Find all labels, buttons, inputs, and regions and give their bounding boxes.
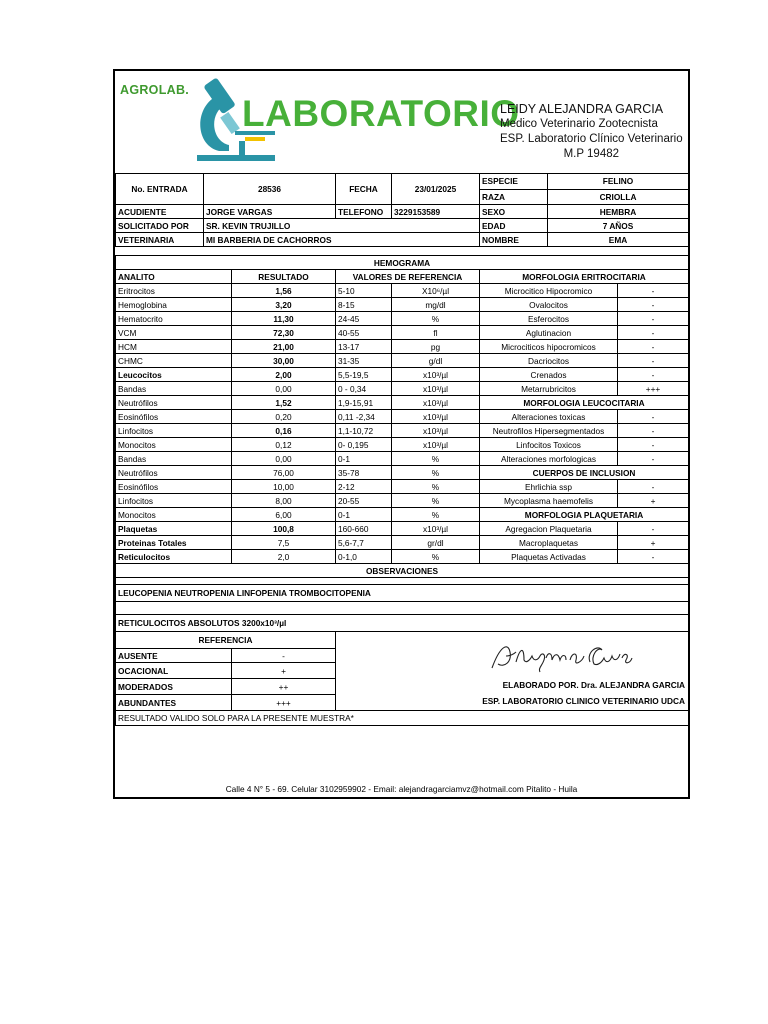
analito-result: 72,30: [232, 326, 336, 340]
reference-unit: mg/dl: [392, 298, 480, 312]
reference-range: 40-55: [336, 326, 392, 340]
reference-range: 2-12: [336, 480, 392, 494]
morphology-value: +: [618, 536, 689, 550]
analito-result: 30,00: [232, 354, 336, 368]
analito-name: Leucocitos: [116, 368, 232, 382]
morphology-value: -: [618, 368, 689, 382]
nombre-value: EMA: [548, 233, 689, 247]
morphology-item: Mycoplasma haemofelis: [480, 494, 618, 508]
reference-range: 20-55: [336, 494, 392, 508]
reference-unit: X10⁶/µl: [392, 284, 480, 298]
hemograma-row: [116, 326, 689, 340]
analito-result: 0,12: [232, 438, 336, 452]
hemograma-row: [116, 382, 689, 396]
reference-range: 8-15: [336, 298, 392, 312]
reference-unit: g/dl: [392, 354, 480, 368]
analito-name: Linfocitos: [116, 424, 232, 438]
morphology-item: Linfocitos Toxicos: [480, 438, 618, 452]
especialidad-udca: ESP. LABORATORIO CLINICO VETERINARIO UDCA: [482, 696, 686, 706]
ref-abundantes-value: +++: [232, 695, 336, 711]
hemograma-row: [116, 410, 689, 424]
reference-range: 5-10: [336, 284, 392, 298]
reference-unit: x10³/µl: [392, 396, 480, 410]
morphology-section-title: CUERPOS DE INCLUSION: [480, 466, 689, 480]
reference-range: 0,11 -2,34: [336, 410, 392, 424]
reference-unit: %: [392, 508, 480, 522]
analito-result: 11,30: [232, 312, 336, 326]
analito-name: Plaquetas: [116, 522, 232, 536]
ref-ausente-value: -: [232, 649, 336, 663]
reference-range: 160-660: [336, 522, 392, 536]
morphology-value: +++: [618, 382, 689, 396]
hemograma-table: [115, 255, 689, 726]
morphology-item: Ovalocitos: [480, 298, 618, 312]
reference-unit: x10³/µl: [392, 382, 480, 396]
reference-unit: %: [392, 466, 480, 480]
morphology-section-title: MORFOLOGIA PLAQUETARIA: [480, 508, 689, 522]
reference-unit: %: [392, 452, 480, 466]
morphology-item: Alteraciones toxicas: [480, 410, 618, 424]
hemograma-row: [116, 452, 689, 466]
referencia-title: REFERENCIA: [116, 632, 336, 649]
analito-result: 0,20: [232, 410, 336, 424]
hemograma-row: [116, 368, 689, 382]
reference-unit: %: [392, 550, 480, 564]
ref-abundantes-label: ABUNDANTES: [116, 695, 232, 711]
reference-range: 5,6-7,7: [336, 536, 392, 550]
morphology-value: -: [618, 424, 689, 438]
especie-value: FELINO: [548, 174, 689, 190]
report-header: [115, 71, 688, 174]
analito-result: 3,20: [232, 298, 336, 312]
analito-result: 10,00: [232, 480, 336, 494]
hemograma-row: [116, 396, 689, 410]
hemograma-row: [116, 340, 689, 354]
analito-result: 2,0: [232, 550, 336, 564]
observaciones-title: OBSERVACIONES: [116, 564, 689, 578]
morphology-item: Agregacion Plaquetaria: [480, 522, 618, 536]
solicitado-value: SR. KEVIN TRUJILLO: [204, 219, 480, 233]
morphology-value: -: [618, 410, 689, 424]
analito-result: 1,52: [232, 396, 336, 410]
analito-name: Linfocitos: [116, 494, 232, 508]
lab-report-sheet: [113, 69, 690, 799]
sexo-label: SEXO: [480, 205, 548, 219]
reference-unit: x10³/µl: [392, 438, 480, 452]
analito-name: Proteinas Totales: [116, 536, 232, 550]
hemograma-row: [116, 298, 689, 312]
raza-value: CRIOLLA: [548, 189, 689, 205]
observaciones-spacer: [116, 578, 689, 585]
hemograma-row: [116, 424, 689, 438]
especie-label: ESPECIE: [480, 174, 548, 190]
reference-range: 0-1,0: [336, 550, 392, 564]
morphology-value: -: [618, 354, 689, 368]
hemograma-row: [116, 494, 689, 508]
analito-result: 1,56: [232, 284, 336, 298]
analito-name: Monocitos: [116, 438, 232, 452]
analito-name: Neutrófilos: [116, 466, 232, 480]
reference-range: 0-1: [336, 452, 392, 466]
analito-name: Eosinófilos: [116, 410, 232, 424]
entrada-value: 28536: [204, 174, 336, 205]
hemograma-row: [116, 480, 689, 494]
edad-label: EDAD: [480, 219, 548, 233]
analito-result: 2,00: [232, 368, 336, 382]
hemograma-row: [116, 312, 689, 326]
hemograma-row: [116, 508, 689, 522]
morphology-value: +: [618, 494, 689, 508]
reference-range: 24-45: [336, 312, 392, 326]
disclaimer: RESULTADO VALIDO SOLO PARA LA PRESENTE MUESTRA*: [116, 711, 689, 726]
analito-name: CHMC: [116, 354, 232, 368]
morphology-item: Microcitico Hipocromico: [480, 284, 618, 298]
edad-value: 7 AÑOS: [548, 219, 689, 233]
morphology-value: -: [618, 550, 689, 564]
analito-result: 0,16: [232, 424, 336, 438]
analito-name: Hemoglobina: [116, 298, 232, 312]
ref-ocacional-label: OCACIONAL: [116, 663, 232, 679]
morphology-item: Plaquetas Activadas: [480, 550, 618, 564]
analito-name: Bandas: [116, 382, 232, 396]
morphology-item: Microciticos hipocromicos: [480, 340, 618, 354]
morphology-value: -: [618, 522, 689, 536]
morphology-section-title: MORFOLOGIA LEUCOCITARIA: [480, 396, 689, 410]
morphology-item: Macroplaquetas: [480, 536, 618, 550]
reference-range: 13-17: [336, 340, 392, 354]
morphology-item: Alteraciones morfologicas: [480, 452, 618, 466]
hemograma-row: [116, 466, 689, 480]
morphology-item: Esferocitos: [480, 312, 618, 326]
veterinaria-label: VETERINARIA: [116, 233, 204, 247]
hemograma-title: HEMOGRAMA: [116, 256, 689, 270]
morphology-value: -: [618, 340, 689, 354]
reference-range: 35-78: [336, 466, 392, 480]
veterinarian-block: [500, 102, 683, 162]
morphology-item: Neutrofilos Hipersegmentados: [480, 424, 618, 438]
observaciones-line2: RETICULOCITOS ABSOLUTOS 3200x10³/µl: [116, 615, 689, 632]
observaciones-line1: LEUCOPENIA NEUTROPENIA LINFOPENIA TROMBOCITOPENIA: [116, 585, 689, 602]
morphology-value: -: [618, 438, 689, 452]
morphology-value: -: [618, 326, 689, 340]
ref-ocacional-value: +: [232, 663, 336, 679]
telefono-label: TELEFONO: [336, 205, 392, 219]
ref-ausente-label: AUSENTE: [116, 649, 232, 663]
analito-result: 76,00: [232, 466, 336, 480]
morphology-item: Aglutinacion: [480, 326, 618, 340]
ref-moderados-value: ++: [232, 679, 336, 695]
solicitado-label: SOLICITADO POR: [116, 219, 204, 233]
reference-unit: %: [392, 494, 480, 508]
fecha-value: 23/01/2025: [392, 174, 480, 205]
analito-result: 7,5: [232, 536, 336, 550]
reference-range: 0- 0,195: [336, 438, 392, 452]
morphology-item: Dacriocitos: [480, 354, 618, 368]
morphology-item: Ehrlichia ssp: [480, 480, 618, 494]
signature-area: [336, 632, 689, 711]
signature-image: [486, 638, 636, 674]
hemograma-row: [116, 550, 689, 564]
vet-specialty: ESP. Laboratorio Clínico Veterinario: [500, 133, 683, 145]
col-resultado: RESULTADO: [232, 270, 336, 284]
vet-title: Medico Veterinario Zootecnista: [500, 118, 658, 130]
sexo-value: HEMBRA: [548, 205, 689, 219]
analito-name: HCM: [116, 340, 232, 354]
raza-label: RAZA: [480, 189, 548, 205]
entrada-label: No. ENTRADA: [116, 174, 204, 205]
morphology-item: Metarrubricitos: [480, 382, 618, 396]
vet-name: LEIDY ALEJANDRA GARCIA: [500, 102, 664, 116]
morphology-value: -: [618, 480, 689, 494]
analito-name: Bandas: [116, 452, 232, 466]
morphology-value: -: [618, 284, 689, 298]
analito-result: 0,00: [232, 382, 336, 396]
analito-result: 21,00: [232, 340, 336, 354]
reference-unit: x10³/µl: [392, 410, 480, 424]
acudiente-value: JORGE VARGAS: [204, 205, 336, 219]
col-analito: ANALITO: [116, 270, 232, 284]
reference-unit: x10³/µl: [392, 424, 480, 438]
reference-range: 1,9-15,91: [336, 396, 392, 410]
laboratorio-wordmark: LABORATORIO: [242, 93, 520, 134]
hemograma-row: [116, 522, 689, 536]
morphology-value: -: [618, 298, 689, 312]
hemograma-row: [116, 536, 689, 550]
reference-unit: x10³/µl: [392, 368, 480, 382]
analito-name: Reticulocitos: [116, 550, 232, 564]
analito-result: 100,8: [232, 522, 336, 536]
analito-name: Eritrocitos: [116, 284, 232, 298]
analito-result: 0,00: [232, 452, 336, 466]
ref-moderados-label: MODERADOS: [116, 679, 232, 695]
reference-range: 31-35: [336, 354, 392, 368]
acudiente-label: ACUDIENTE: [116, 205, 204, 219]
nombre-label: NOMBRE: [480, 233, 548, 247]
reference-unit: x10³/µl: [392, 522, 480, 536]
elaborado-por: ELABORADO POR. Dra. ALEJANDRA GARCIA: [502, 680, 686, 690]
reference-unit: %: [392, 312, 480, 326]
patient-info-table: [115, 173, 689, 247]
hemograma-row: [116, 354, 689, 368]
morphology-item: Crenados: [480, 368, 618, 382]
col-morfologia-eritrocitaria: MORFOLOGIA ERITROCITARIA: [480, 270, 689, 284]
analito-name: Monocitos: [116, 508, 232, 522]
observaciones-blank: [116, 602, 689, 615]
analito-name: Hematocrito: [116, 312, 232, 326]
reference-range: 1,1-10,72: [336, 424, 392, 438]
morphology-value: -: [618, 312, 689, 326]
fecha-label: FECHA: [336, 174, 392, 205]
reference-unit: fl: [392, 326, 480, 340]
analito-result: 6,00: [232, 508, 336, 522]
telefono-value: 3229153589: [392, 205, 480, 219]
reference-range: 0 - 0,34: [336, 382, 392, 396]
reference-unit: %: [392, 480, 480, 494]
hemograma-row: [116, 284, 689, 298]
reference-unit: pg: [392, 340, 480, 354]
agrolab-brand: AGROLAB.: [120, 83, 190, 97]
analito-name: Eosinófilos: [116, 480, 232, 494]
vet-mp: M.P 19482: [563, 148, 620, 160]
analito-name: VCM: [116, 326, 232, 340]
reference-unit: gr/dl: [392, 536, 480, 550]
reference-range: 0-1: [336, 508, 392, 522]
hemograma-row: [116, 438, 689, 452]
morphology-value: -: [618, 452, 689, 466]
reference-range: 5,5-19,5: [336, 368, 392, 382]
col-referencia: VALORES DE REFERENCIA: [336, 270, 480, 284]
footer-contact: Calle 4 N° 5 - 69. Celular 3102959902 - Email: alejandragarciamvz@hotmail.com Pitalito - Huila: [225, 784, 578, 794]
analito-result: 8,00: [232, 494, 336, 508]
veterinaria-value: MI BARBERIA DE CACHORROS: [204, 233, 480, 247]
analito-name: Neutrófilos: [116, 396, 232, 410]
